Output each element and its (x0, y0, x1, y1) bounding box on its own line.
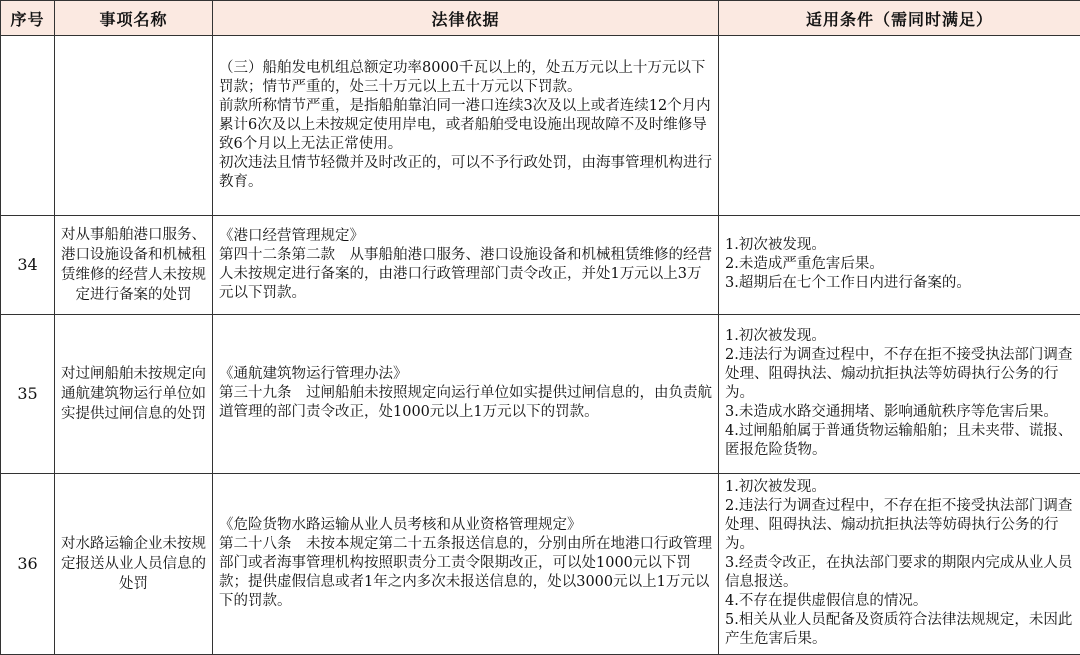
condition-item: 4.过闸船舶属于普通货物运输船舶；且未夹带、谎报、匿报危险货物。 (725, 423, 1073, 459)
conditions (719, 36, 1080, 216)
legal-basis-paragraph: 前款所称情节严重，是指船舶靠泊同一港口连续3次及以上或者连续12个月内累计6次及以上未按规定使用岸电，或者船舶受电设施出现故障不及时维修导致6个月以上无法正常使用。 (219, 98, 711, 153)
condition-item: 1.初次被发现。 (725, 328, 826, 345)
conditions (719, 314, 1080, 473)
item-name: 对水路运输企业未按规定报送从业人员信息的处罚 (55, 473, 213, 654)
legal-basis (213, 36, 719, 216)
legal-basis-title: 《港口经营管理规定》 (219, 227, 364, 244)
serial-number (1, 36, 55, 216)
header-item-name: 事项名称 (55, 1, 213, 36)
header-conditions: 适用条件（需同时满足） (719, 1, 1080, 36)
condition-item: 3.超期后在七个工作日内进行备案的。 (725, 275, 971, 292)
serial-number: 34 (1, 216, 55, 315)
condition-item: 3.未造成水路交通拥堵、影响通航秩序等危害后果。 (725, 404, 1058, 421)
header-serial-number: 序号 (1, 1, 55, 36)
table-row (1, 473, 1080, 654)
condition-item: 5.相关从业人员配备及资质符合法律法规规定，未因此产生危害后果。 (725, 612, 1073, 648)
condition-item: 4.不存在提供虚假信息的情况。 (725, 593, 928, 610)
item-name (55, 36, 213, 216)
condition-item: 1.初次被发现。 (725, 237, 826, 254)
table-row (1, 216, 1080, 315)
condition-item: 2.违法行为调查过程中，不存在拒不接受执法部门调查处理、阻碍执法、煽动抗拒执法等妨碍执行公务的行为。 (725, 347, 1073, 402)
item-name: 对从事船舶港口服务、港口设施设备和机械租赁维修的经营人未按规定进行备案的处罚 (55, 216, 213, 315)
legal-basis (213, 216, 719, 315)
legal-basis-paragraph: 第二十八条 未按本规定第二十五条报送信息的，分别由所在地港口行政管理部门或者海事管理机构按照职责分工责令限期改正，可以处1000元以下罚款；提供虚假信息或者1年之内多次未报送信息的，处以3000元以上1万元以下的罚款。 (219, 536, 712, 610)
legal-basis-paragraph: 第四十二条第二款 从事船舶港口服务、港口设施设备和机械租赁维修的经营人未按规定进行备案的，由港口行政管理部门责令改正，并处1万元以上3万元以下罚款。 (219, 246, 712, 301)
table-row (1, 314, 1080, 473)
header-legal-basis: 法律依据 (213, 1, 719, 36)
condition-item: 2.未造成严重危害后果。 (725, 256, 884, 273)
legal-basis-paragraph: 第三十九条 过闸船舶未按照规定向运行单位如实提供过闸信息的，由负责航道管理的部门责令改正，处1000元以上1万元以下的罚款。 (219, 385, 712, 421)
conditions (719, 473, 1080, 654)
legal-basis-title: 《危险货物水路运输从业人员考核和从业资格管理规定》 (219, 517, 582, 534)
conditions (719, 216, 1080, 315)
condition-item: 1.初次被发现。 (725, 479, 826, 496)
item-name: 对过闸船舶未按规定向通航建筑物运行单位如实提供过闸信息的处罚 (55, 314, 213, 473)
table-row (1, 36, 1080, 216)
legal-basis (213, 473, 719, 654)
legal-basis (213, 314, 719, 473)
condition-item: 2.违法行为调查过程中，不存在拒不接受执法部门调查处理、阻碍执法、煽动抗拒执法等妨碍执行公务的行为。 (725, 498, 1073, 553)
serial-number: 35 (1, 314, 55, 473)
legal-basis-paragraph: （三）船舶发电机组总额定功率8000千瓦以上的，处五万元以上十万元以下罚款；情节严重的，处三十万元以上五十万元以下罚款。 (219, 60, 706, 96)
serial-number: 36 (1, 473, 55, 654)
table-header-row (1, 1, 1080, 36)
legal-basis-paragraph: 初次违法且情节轻微并及时改正的，可以不予行政处罚，由海事管理机构进行教育。 (219, 155, 712, 191)
legal-basis-title: 《通航建筑物运行管理办法》 (219, 366, 408, 383)
condition-item: 3.经责令改正，在执法部门要求的期限内完成从业人员信息报送。 (725, 555, 1073, 591)
